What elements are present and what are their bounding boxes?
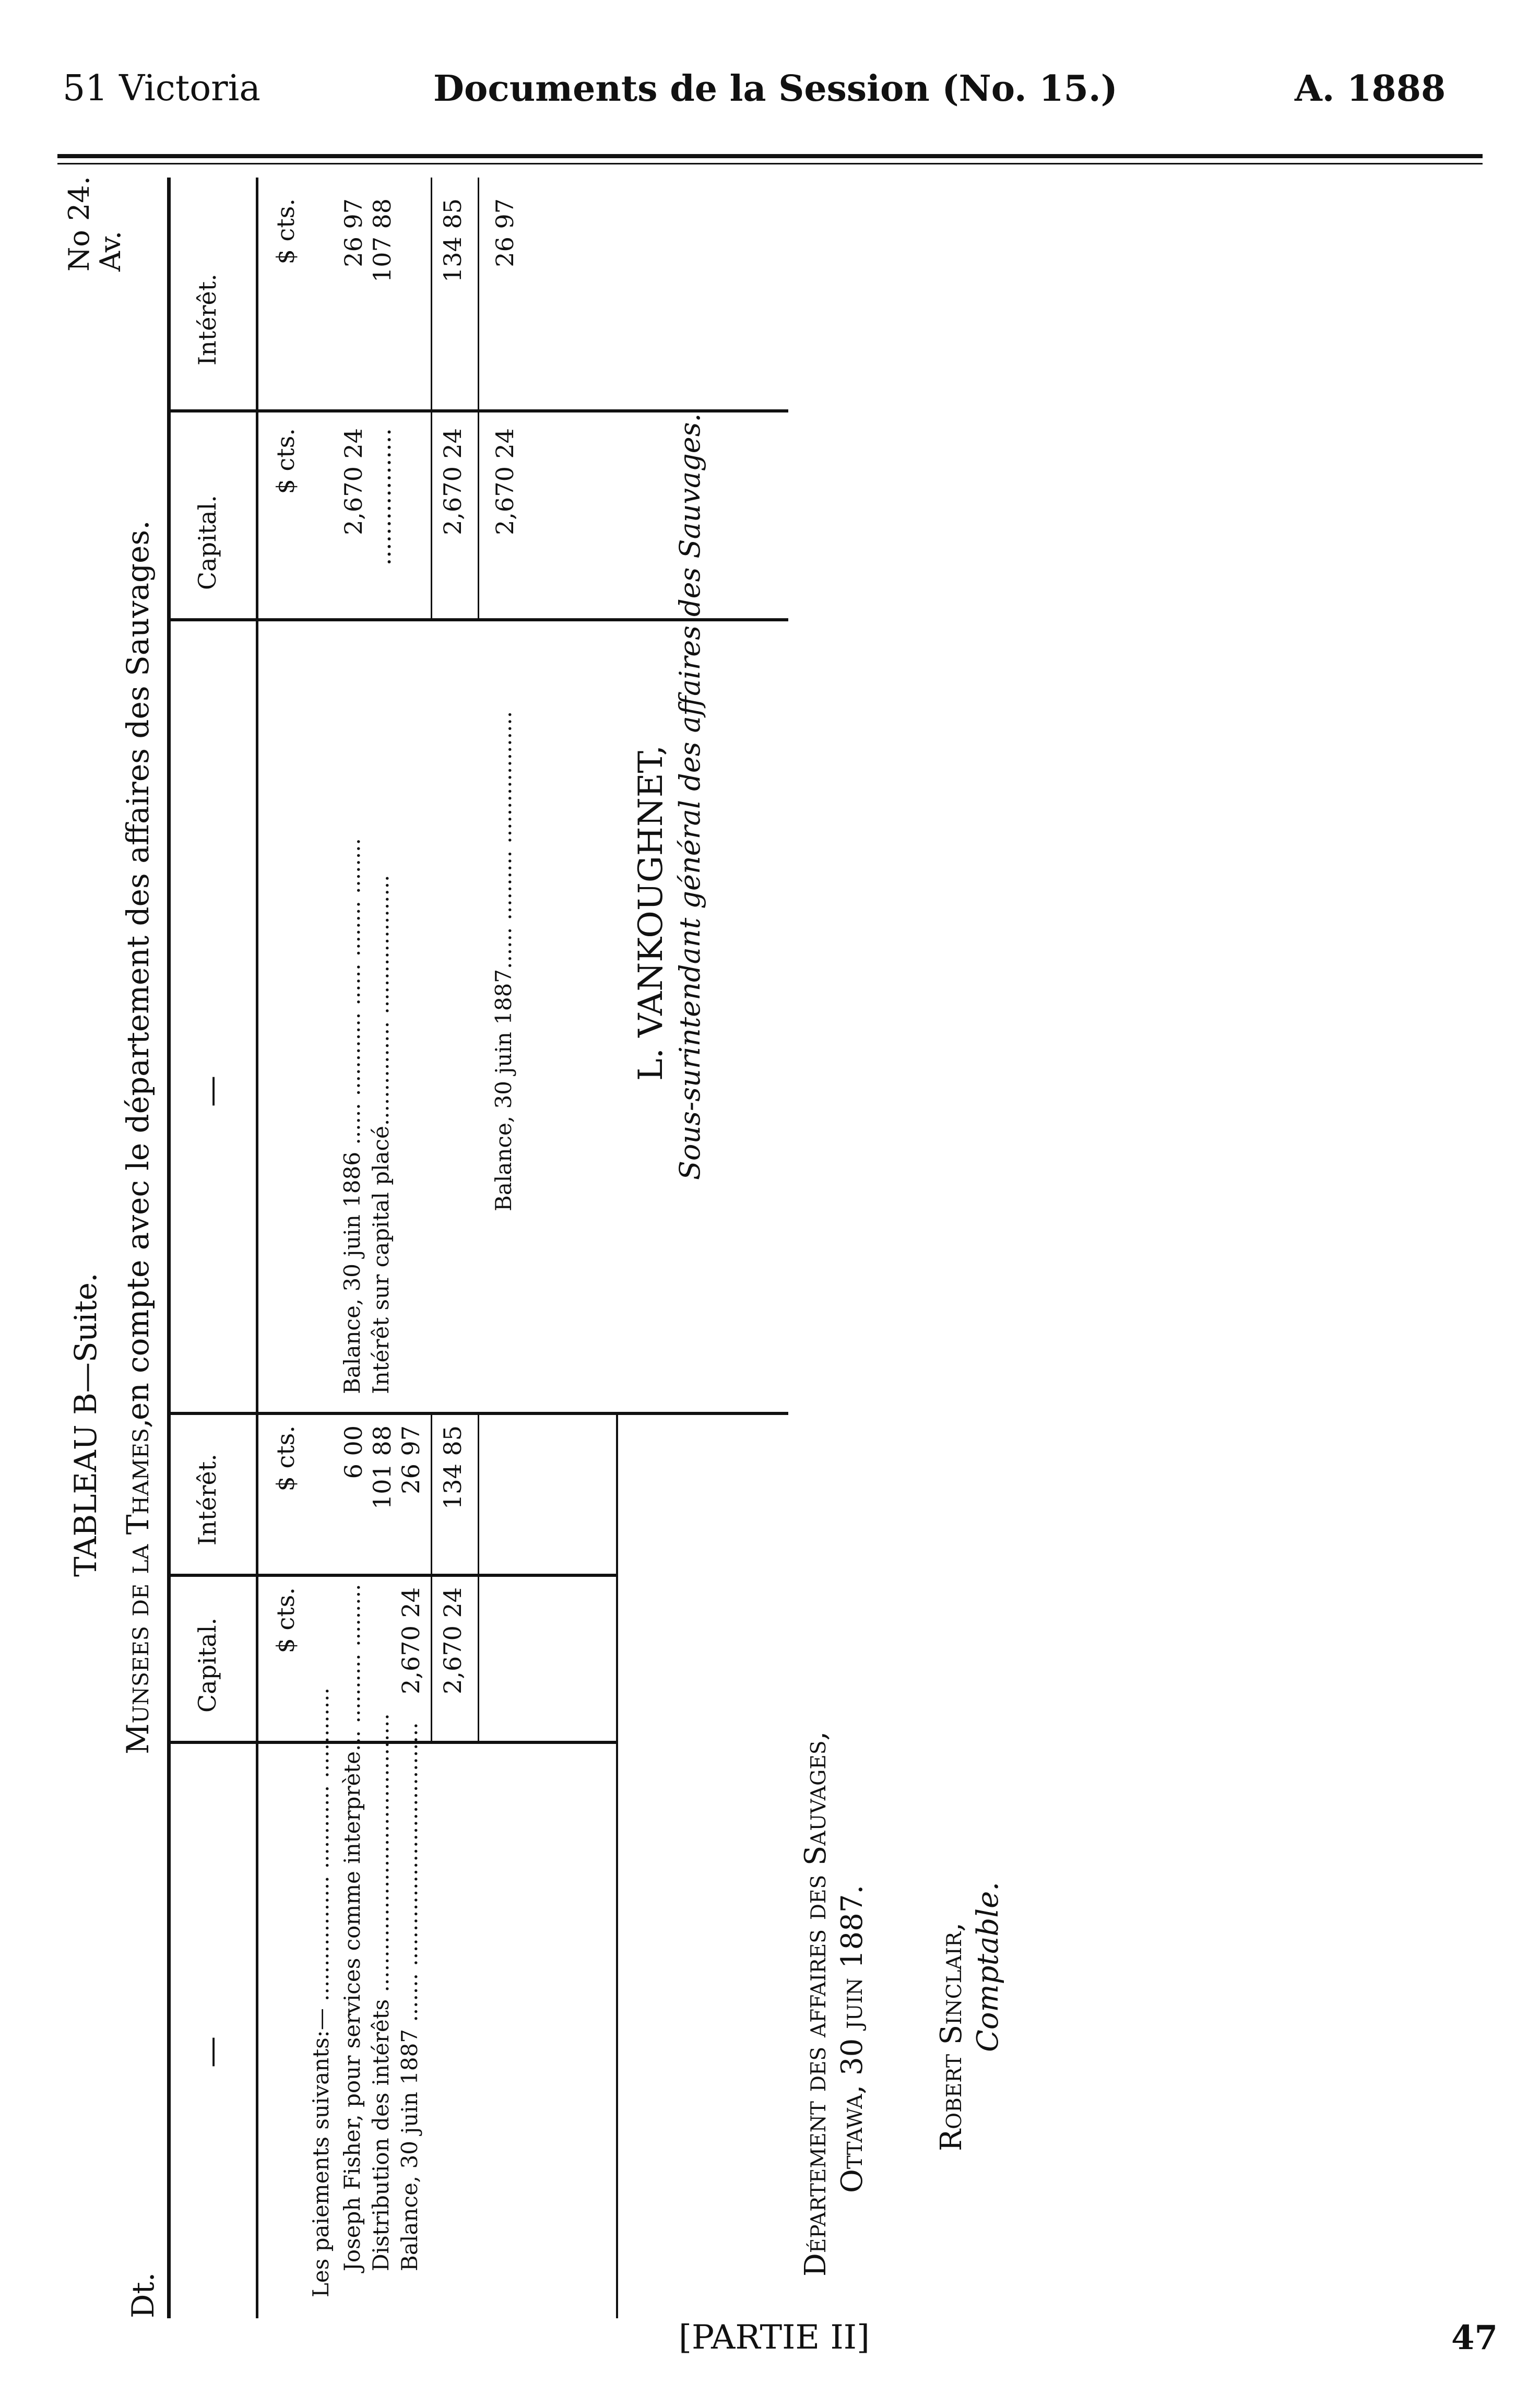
- accountant-name: Robert Sinclair,: [934, 1922, 968, 2151]
- credit-balance-interet: 26 97: [491, 198, 519, 267]
- credit-row-interet: 107 88: [368, 198, 396, 282]
- dt-label: Dt.: [125, 2272, 161, 2318]
- debit-capital-unit: $ cts.: [271, 1587, 300, 1654]
- header-rule-thin: [57, 163, 1483, 164]
- debit-row-interet: 101 88: [368, 1425, 396, 1509]
- credit-desc-dash: —: [193, 1076, 230, 1107]
- credit-balance-label: Balance, 30 juin 1887...... .......... ...................: [491, 711, 516, 1211]
- debit-row-label: Distribution des intérêts ........................................: [368, 1713, 394, 2271]
- table-av: Av.: [94, 230, 127, 272]
- credit-capital-header: Capital.: [193, 494, 221, 590]
- table-number: No 24.: [63, 176, 96, 272]
- debit-row-capital: 2,670 24: [397, 1587, 425, 1694]
- credit-row-label: Balance, 30 juin 1886 ...... ............ ...... ........ ........: [339, 838, 365, 1394]
- debit-row-label: Balance, 30 juin 1887 ....... ...................................: [397, 1722, 422, 2271]
- rotated-account-table: [57, 167, 1467, 2318]
- credit-row-label: Intérêt sur capital placé............... ....................: [368, 875, 394, 1394]
- debit-bottom-rule: [616, 1415, 618, 2318]
- debit-row-interet: 6 00: [339, 1425, 368, 1479]
- signature-title: Sous-surintendant général des affaires des Sauvages.: [673, 413, 706, 1180]
- credit-total-rule: [431, 178, 432, 621]
- header-document-title: Documents de la Session (No. 15.): [433, 68, 1118, 110]
- table-top-border: [167, 178, 171, 2318]
- header-session-year: 51 Victoria: [63, 68, 260, 109]
- debit-capital-header: Capital.: [193, 1617, 221, 1713]
- department-line2: Ottawa, 30 juin 1887.: [835, 1884, 869, 2193]
- debit-intro: Les paiements suivants:— .................. ............ .............: [308, 1688, 334, 2297]
- debit-total-capital: 2,670 24: [439, 1587, 467, 1694]
- debit-row-label: Joseph Fisher, pour services comme interprète... .......... .........: [339, 1584, 365, 2271]
- account-title-rest: en compte avec le département des affaires des Sauvages.: [120, 520, 156, 1420]
- signature-name: L. VANKOUGHNET,: [632, 745, 670, 1081]
- tableau-title: TABLEAU B—Suite.: [68, 1272, 103, 1577]
- credit-capital-unit: $ cts.: [271, 428, 300, 494]
- debit-total-underline: [478, 1415, 479, 1744]
- credit-balance-capital: 2,670 24: [491, 428, 519, 535]
- debit-desc-dash: —: [193, 2036, 230, 2068]
- credit-interet-unit: $ cts.: [271, 198, 300, 265]
- credit-row-interet: 26 97: [339, 198, 368, 267]
- debit-total-rule: [431, 1415, 432, 1744]
- header-year: A. 1888: [1295, 68, 1446, 110]
- credit-row-capital: ..................: [368, 428, 396, 566]
- credit-total-underline: [478, 178, 479, 621]
- account-title-prefix: Munsees de la Thames,: [120, 1418, 156, 1754]
- credit-row-capital: 2,670 24: [339, 428, 368, 535]
- credit-interet-header: Intérêt.: [193, 274, 221, 365]
- debit-interet-unit: $ cts.: [271, 1425, 300, 1492]
- accountant-title: Comptable.: [971, 1881, 1005, 2052]
- part-label: [PARTIE II]: [679, 2318, 870, 2357]
- header-bottom-line: [256, 178, 258, 2318]
- page-number: 47: [1451, 2318, 1498, 2357]
- credit-total-interet: 134 85: [439, 198, 467, 282]
- header-rule-thick: [57, 154, 1483, 158]
- debit-interet-header: Intérêt.: [193, 1454, 221, 1546]
- department-line1: Département des affaires des Sauvages,: [799, 1731, 833, 2277]
- debit-total-interet: 134 85: [439, 1425, 467, 1509]
- debit-row-interet: 26 97: [397, 1425, 425, 1494]
- credit-total-capital: 2,670 24: [439, 428, 467, 535]
